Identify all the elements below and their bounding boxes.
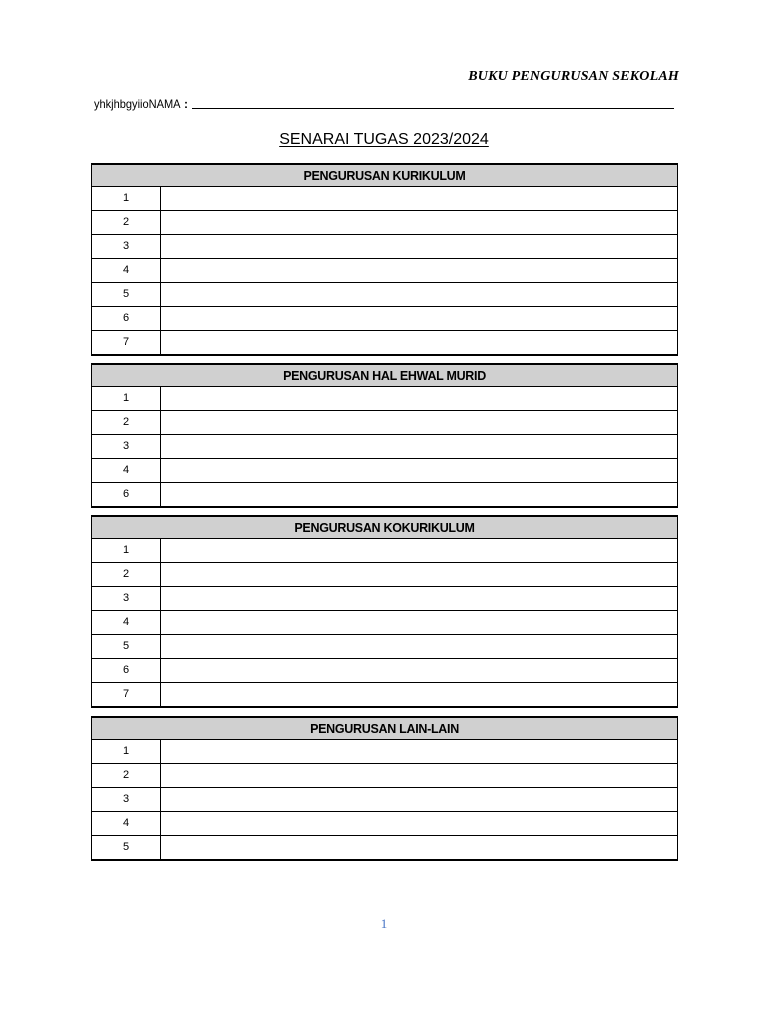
row-number: 4	[92, 611, 161, 634]
table-row	[92, 787, 677, 811]
table-row	[92, 234, 677, 258]
section-header: PENGURUSAN KOKURIKULUM	[92, 517, 677, 539]
table-row	[92, 658, 677, 682]
row-number: 5	[92, 283, 161, 306]
row-number: 3	[92, 788, 161, 811]
table-row	[92, 282, 677, 306]
task-entry-cell[interactable]	[161, 307, 677, 330]
row-number: 4	[92, 259, 161, 282]
row-number: 2	[92, 211, 161, 234]
table-row	[92, 811, 677, 835]
name-field-row	[94, 93, 674, 111]
task-entry-cell[interactable]	[161, 331, 677, 354]
table-row	[92, 434, 677, 458]
table-row	[92, 187, 677, 210]
row-number: 4	[92, 459, 161, 482]
page-title-text: SENARAI TUGAS 2023/2024	[279, 131, 489, 148]
row-number: 3	[92, 587, 161, 610]
row-number: 4	[92, 812, 161, 835]
task-section-table	[91, 163, 678, 356]
task-entry-cell[interactable]	[161, 387, 677, 410]
task-entry-cell[interactable]	[161, 435, 677, 458]
task-entry-cell[interactable]	[161, 683, 677, 706]
table-row	[92, 610, 677, 634]
table-row	[92, 763, 677, 787]
row-number: 1	[92, 187, 161, 210]
task-entry-cell[interactable]	[161, 788, 677, 811]
task-entry-cell[interactable]	[161, 764, 677, 787]
row-number: 7	[92, 683, 161, 706]
row-number: 6	[92, 659, 161, 682]
table-row	[92, 539, 677, 562]
name-blank-line[interactable]	[192, 96, 674, 109]
task-section-table	[91, 716, 678, 861]
task-entry-cell[interactable]	[161, 539, 677, 562]
task-entry-cell[interactable]	[161, 283, 677, 306]
task-entry-cell[interactable]	[161, 659, 677, 682]
name-label: yhkjhbgyiioNAMA	[94, 97, 181, 111]
page-number: 1	[380, 916, 388, 931]
section-header: PENGURUSAN LAIN-LAIN	[92, 718, 677, 740]
table-row	[92, 740, 677, 763]
row-number: 2	[92, 411, 161, 434]
task-entry-cell[interactable]	[161, 587, 677, 610]
row-number: 5	[92, 836, 161, 859]
task-entry-cell[interactable]	[161, 563, 677, 586]
row-number: 5	[92, 635, 161, 658]
task-entry-cell[interactable]	[161, 611, 677, 634]
table-row	[92, 330, 677, 354]
table-row	[92, 682, 677, 706]
row-number: 2	[92, 764, 161, 787]
row-number: 6	[92, 483, 161, 506]
task-section-table	[91, 363, 678, 508]
table-row	[92, 562, 677, 586]
table-row	[92, 387, 677, 410]
table-row	[92, 586, 677, 610]
table-row	[92, 482, 677, 506]
task-entry-cell[interactable]	[161, 740, 677, 763]
table-row	[92, 410, 677, 434]
task-section-table	[91, 515, 678, 708]
row-number: 6	[92, 307, 161, 330]
task-entry-cell[interactable]	[161, 187, 677, 210]
section-header: PENGURUSAN HAL EHWAL MURID	[92, 365, 677, 387]
table-row	[92, 835, 677, 859]
row-number: 3	[92, 435, 161, 458]
row-number: 7	[92, 331, 161, 354]
task-entry-cell[interactable]	[161, 259, 677, 282]
table-row	[92, 306, 677, 330]
table-row	[92, 634, 677, 658]
table-row	[92, 210, 677, 234]
row-number: 3	[92, 235, 161, 258]
row-number: 2	[92, 563, 161, 586]
task-entry-cell[interactable]	[161, 812, 677, 835]
task-entry-cell[interactable]	[161, 211, 677, 234]
task-entry-cell[interactable]	[161, 235, 677, 258]
table-row	[92, 258, 677, 282]
row-number: 1	[92, 539, 161, 562]
page-title	[0, 131, 768, 149]
task-entry-cell[interactable]	[161, 635, 677, 658]
name-colon: :	[184, 97, 189, 111]
table-row	[92, 458, 677, 482]
task-entry-cell[interactable]	[161, 459, 677, 482]
document-header-title: BUKU PENGURUSAN SEKOLAH	[468, 69, 679, 84]
task-entry-cell[interactable]	[161, 411, 677, 434]
task-entry-cell[interactable]	[161, 483, 677, 506]
task-entry-cell[interactable]	[161, 836, 677, 859]
row-number: 1	[92, 740, 161, 763]
row-number: 1	[92, 387, 161, 410]
section-header: PENGURUSAN KURIKULUM	[92, 165, 677, 187]
